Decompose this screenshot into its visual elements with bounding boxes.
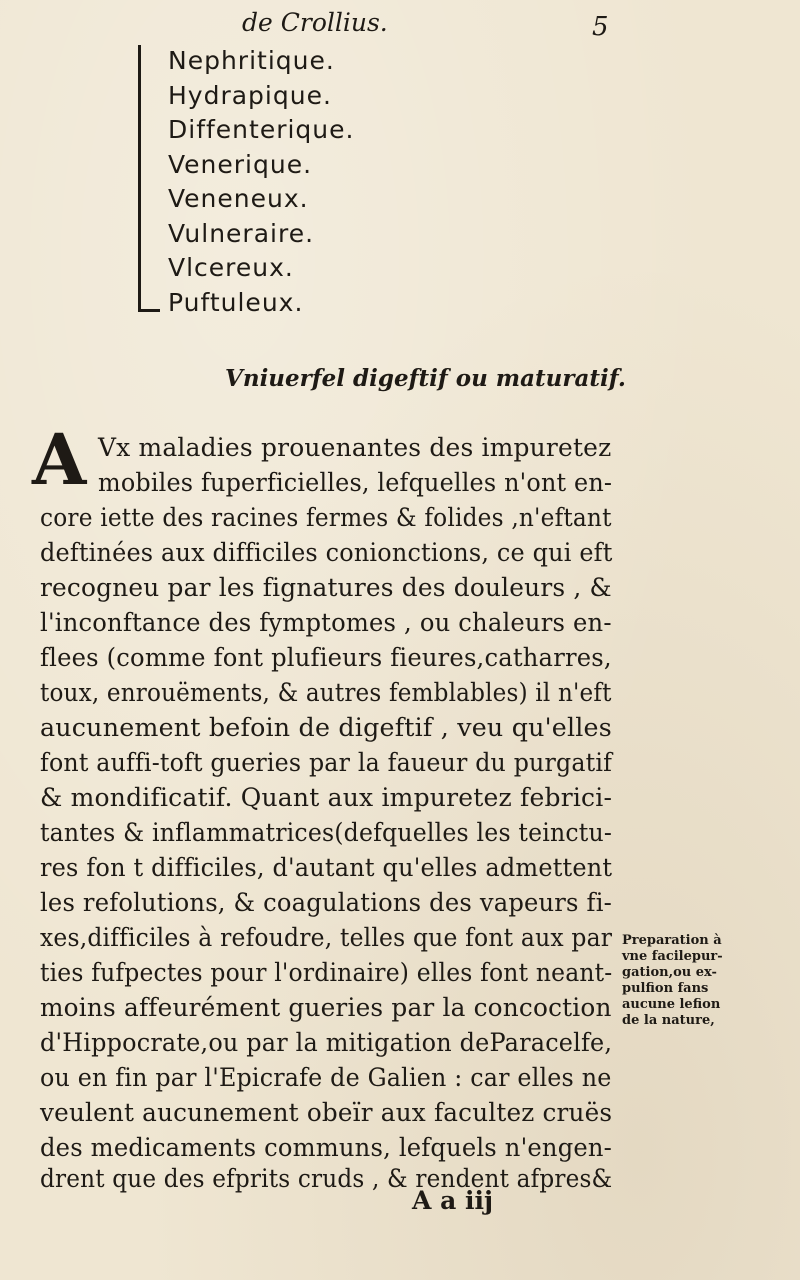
margin-note-line: pulfion fans (622, 981, 709, 996)
list-bracket (138, 45, 149, 310)
list-item: Venerique. (168, 149, 313, 179)
body-line: aucunement befoin de digeftif , veu qu'elles (40, 713, 612, 743)
list-item: Veneneux. (168, 184, 309, 213)
running-title: de Crollius. (242, 8, 388, 37)
list-item: Diffenterique. (168, 115, 355, 144)
section-title: Vniuerfel digeftif ou maturatif. (225, 365, 626, 392)
list-item: Vulneraire. (168, 218, 315, 248)
body-line: les refolutions, & coagulations des vapeurs fi- (40, 888, 612, 918)
body-line: des medicaments communs, lefquels n'engen- (40, 1133, 613, 1163)
body-line: l'inconftance des fymptomes , ou chaleurs en- (40, 608, 612, 638)
body-line: font auffi-toft gueries par la faueur du purgatif (40, 748, 613, 778)
list-item: Puftuleux. (168, 287, 304, 317)
body-line: drent que des efprits cruds , & rendent afpres& (40, 1164, 613, 1194)
body-line: deftinées aux difficiles conionctions, ce qui eft (40, 538, 613, 568)
body-line: recogneu par les fignatures des douleurs , & (40, 573, 612, 603)
list-item: Vlcereux. (168, 253, 294, 282)
page-number: 5 (592, 12, 609, 42)
body-line: tantes & inflammatrices(defquelles les teinctu- (40, 818, 613, 848)
disease-list (168, 44, 354, 320)
body-line: Vx maladies prouenantes des impuretez (98, 433, 612, 463)
body-line: toux, enrouëments, & autres femblables) il n'eft (40, 678, 612, 708)
body-line: res fon t difficiles, d'autant qu'elles admettent (40, 853, 613, 883)
body-line: xes,difficiles à refoudre, telles que font aux par (40, 923, 613, 953)
margin-note-line: aucune lefion (622, 997, 721, 1012)
body-line: flees (comme font plufieurs fieures,catharres, (40, 643, 612, 673)
body-line: veulent aucunement obeïr aux facultez cruës (40, 1098, 613, 1128)
body-line: ties fufpectes pour l'ordinaire) elles font neant- (40, 958, 613, 988)
body-line: d'Hippocrate,ou par la mitigation deParacelfe, (40, 1028, 613, 1058)
body-line: mobiles fuperficielles, lefquelles n'ont en- (98, 468, 613, 498)
drop-cap: A (32, 418, 87, 501)
margin-note-line: Preparation à (622, 933, 722, 948)
margin-note-line: gation,ou ex- (622, 965, 717, 980)
body-line: core iette des racines fermes & folides ,n'eftant (40, 503, 612, 533)
body-line: ou en fin par l'Epicrafe de Galien : car elles ne (40, 1063, 612, 1093)
body-line: moins affeurément gueries par la concoction (40, 993, 612, 1023)
margin-note-line: vne facilepur- (622, 949, 723, 964)
margin-note (622, 933, 723, 1029)
list-item: Nephritique. (168, 46, 335, 75)
signature-mark: A a iij (412, 1186, 494, 1215)
body-line: & mondificatif. Quant aux impuretez febrici- (40, 783, 613, 813)
margin-note-line: de la nature, (622, 1013, 715, 1028)
list-item: Hydrapique. (168, 80, 332, 110)
